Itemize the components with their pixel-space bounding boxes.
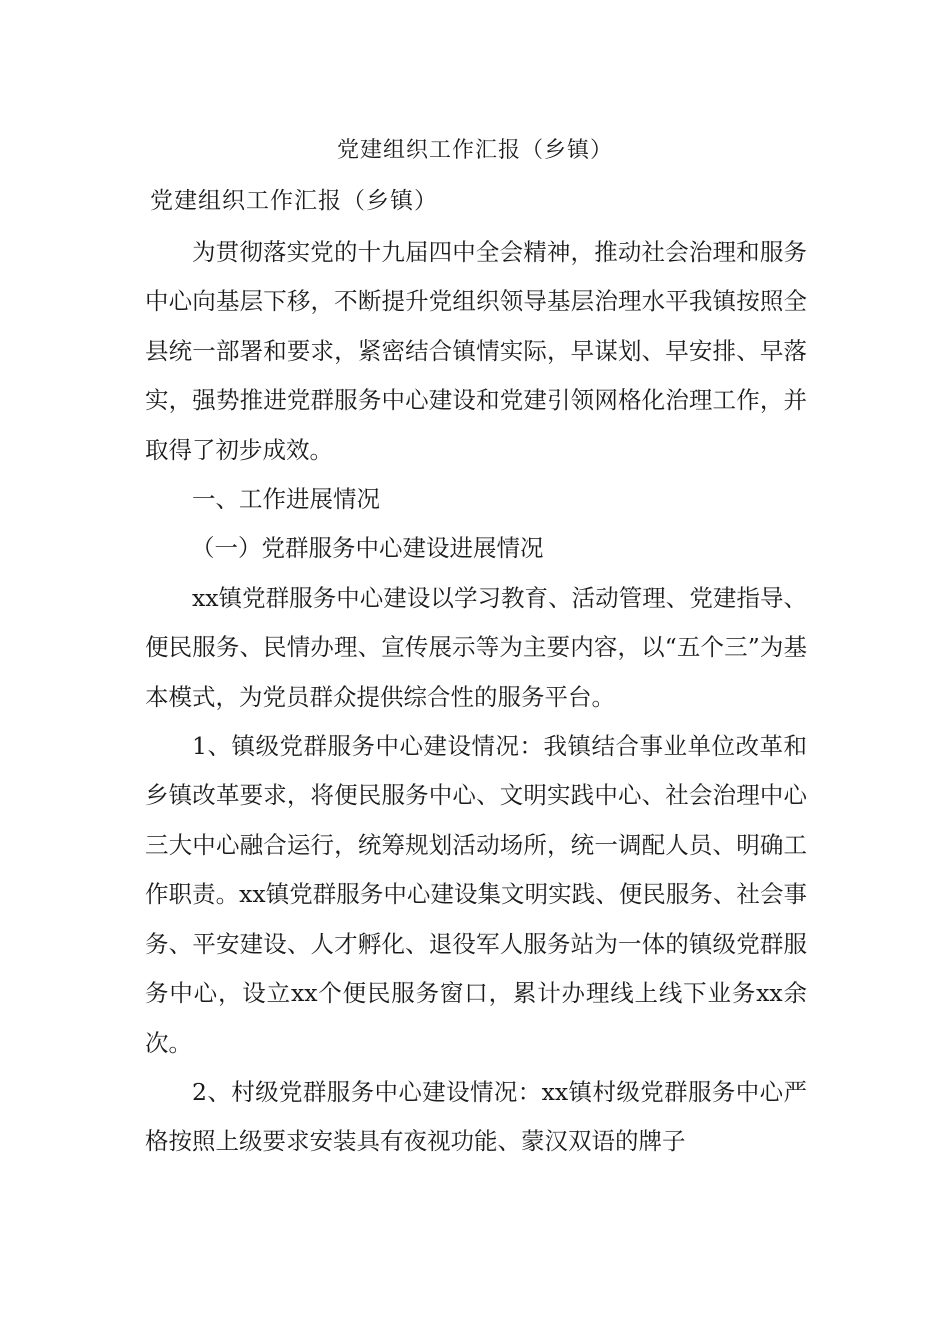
section-heading-progress: 一、工作进展情况 xyxy=(192,485,380,514)
paragraph-intro: 为贯彻落实党的十九届四中全会精神，推动社会治理和服务中心向基层下移，不断提升党组织领导基层治理水平我镇按照全县统一部署和要求，紧密结合镇情实际，早谋划、早安排、早落实，强势推进党群服务中心建设和党建引领网格化治理工作，并取得了初步成效。 xyxy=(145,238,807,464)
document-subtitle: 党建组织工作汇报（乡镇） xyxy=(150,188,438,214)
document-body xyxy=(145,228,807,1167)
paragraph-village-level-center: 2、村级党群服务中心建设情况：xx镇村级党群服务中心严格按照上级要求安装具有夜视功能、蒙汉双语的牌子 xyxy=(145,1077,807,1156)
paragraph-service-center-overview: xx镇党群服务中心建设以学习教育、活动管理、党建指导、便民服务、民情办理、宣传展示等为主要内容，以“五个三”为基本模式，为党员群众提供综合性的服务平台。 xyxy=(145,583,807,711)
document-title: 党建组织工作汇报（乡镇） xyxy=(336,138,613,163)
paragraph-town-level-center: 1、镇级党群服务中心建设情况：我镇结合事业单位改革和乡镇改革要求，将便民服务中心、文明实践中心、社会治理中心三大中心融合运行，统筹规划活动场所，统一调配人员、明确工作职责。xx镇党群服务中心建设集文明实践、便民服务、社会事务、平安建设、人才孵化、退役军人服务站为一体的镇级党群服务中心，设立xx个便民服务窗口，累计办理线上线下业务xx余次。 xyxy=(145,732,807,1057)
subsection-heading-service-center: （一）党群服务中心建设进展情况 xyxy=(191,534,544,563)
